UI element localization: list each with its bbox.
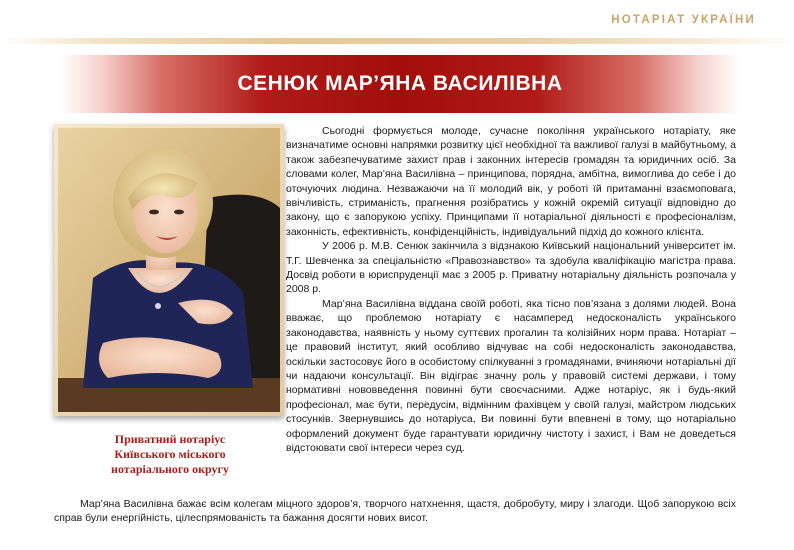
caption-line: нотаріального округу: [111, 462, 229, 476]
closing-paragraph: Мар’яна Василівна бажає всім колегам міцного здоров’я, творчого натхнення, щастя, добробуту, миру і злагоди. Щоб запорукою всіх справ були енергійність, цілеспрямованість та бажання досягти нових висот.: [54, 498, 736, 525]
portrait-image: [58, 128, 280, 412]
caption-line: Приватний нотаріус: [114, 432, 226, 446]
title-banner: [60, 55, 740, 113]
body-paragraph: У 2006 р. М.В. Сенюк закінчила з відзнакою Київський національний університет ім. Т.Г. Шевченка за спеціальністю «Правознавство» та здобула кваліфікацію магістра права. Досвід роботи в юриспруденції має з 2005 р. Приватну нотаріальну діяльність розпочала у 2008 р.: [286, 240, 736, 296]
magazine-name: НОТАРІАТ УКРАЇНИ: [611, 14, 756, 26]
body-paragraph: Сьогодні формується молоде, сучасне покоління українського нотаріату, яке визначатиме основні напрямки розвитку цієї необхідної та важливої галузі в майбутньому, а також забезпечуватиме захист прав і законних інтересів громадян та юридичних осіб. За словами колег, Мар’яна Василівна – принципова, порядна, амбітна, вимоглива до себе і до оточуючих людина. Незважаючи на її молодий вік, у роботі їй притаманні взаємоповага, ввічливість, стриманість, прагнення розібратись у кожній окремій ситуації відповідно до закону, що є запорукою успіху. Принципами її нотаріальної діяльності є професіоналізм, законність, ефективність, конфіденційність, індивідуальний підхід до кожного клієнта.: [286, 125, 736, 238]
caption-line: Київського міського: [114, 447, 226, 461]
portrait-photo: [54, 124, 284, 416]
article-body: [286, 124, 736, 455]
body-paragraph: Мар’яна Василівна віддана своїй роботі, яка тісно пов’язана з долями людей. Вона вважає, що проблемою нотаріату є насамперед недосконалість українського законодавства, наявність у ньому суттєвих прогалин та колізійних норм права. Нотаріат – це правовий інститут, який особливо відчуває на собі недосконалість законодавства, оскільки застосовує його в особистому спілкуванні з громадянами, вчиняючи нотаріальні дії чи надаючи консультації. Він відіграє значну роль у правовій системі держави, і тому нормативні нововведення повинні бути своєчасними. Адже нотаріус, як і будь-який професіонал, має бути, передусім, відмінним фахівцем у своїй галузі, майстром людських стосунків. Звернувшись до нотаріуса, Ви повинні бути впевнені в тому, що нотаріально оформлений документ буде гарантувати юридичну чистоту і захист, і Вам не доведеться відстоювати свої інтереси через суд.: [286, 297, 736, 454]
header-divider: [0, 38, 794, 44]
photo-caption: [60, 432, 280, 477]
article-title: СЕНЮК МАР’ЯНА ВАСИЛІВНА: [237, 72, 563, 95]
